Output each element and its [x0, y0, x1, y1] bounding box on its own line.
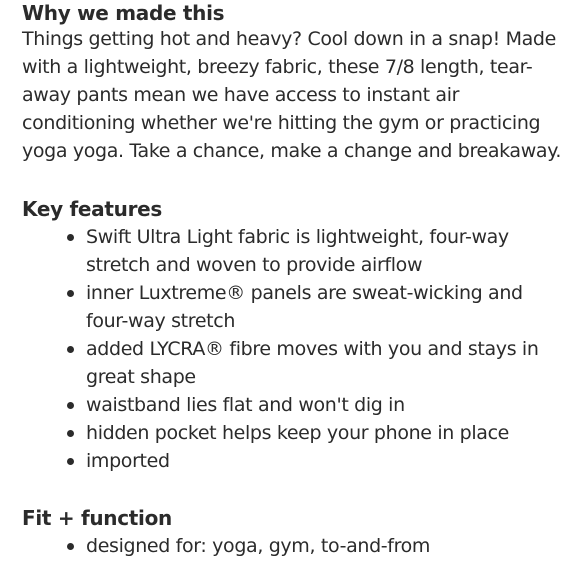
bullet-icon: [67, 458, 74, 465]
list-item: [67, 391, 566, 419]
list-item: [67, 223, 566, 279]
list-item: [67, 532, 566, 560]
list-item-text: added LYCRA® fibre moves with you and stays in great shape: [86, 338, 539, 388]
list-item-text: waistband lies flat and won't dig in: [86, 394, 405, 416]
list-item-text: designed for: yoga, gym, to-and-from: [86, 535, 431, 557]
list-item: [67, 419, 566, 447]
spacer: [22, 165, 566, 196]
bullet-icon: [67, 234, 74, 241]
list-item-text: hidden pocket helps keep your phone in place: [86, 422, 510, 444]
why-section: [22, 0, 566, 165]
list-item: [67, 279, 566, 335]
fit-function-heading: Fit + function: [22, 506, 172, 530]
why-heading: Why we made this: [22, 1, 225, 25]
bullet-icon: [67, 402, 74, 409]
list-item-text: Swift Ultra Light fabric is lightweight, four-way stretch and woven to provide airflow: [86, 226, 509, 276]
key-features-section: [22, 196, 566, 475]
fit-function-section: [22, 506, 566, 560]
bullet-icon: [67, 346, 74, 353]
list-item: [67, 447, 566, 475]
bullet-icon: [67, 430, 74, 437]
bullet-icon: [67, 543, 74, 550]
why-body: Things getting hot and heavy? Cool down in a snap! Made with a lightweight, breezy fabric, these 7/8 length, tear-away pants mean we have access to instant air conditioning whether we're hitting the gym or practicing yoga yoga. Take a chance, make a change and breakaway.: [22, 28, 562, 162]
spacer: [22, 475, 566, 506]
fit-function-list: [22, 532, 566, 560]
key-features-list: [22, 223, 566, 475]
list-item-text: imported: [86, 450, 170, 472]
bullet-icon: [67, 290, 74, 297]
list-item-text: inner Luxtreme® panels are sweat-wicking and four-way stretch: [86, 282, 523, 332]
key-features-heading: Key features: [22, 197, 163, 221]
list-item: [67, 335, 566, 391]
